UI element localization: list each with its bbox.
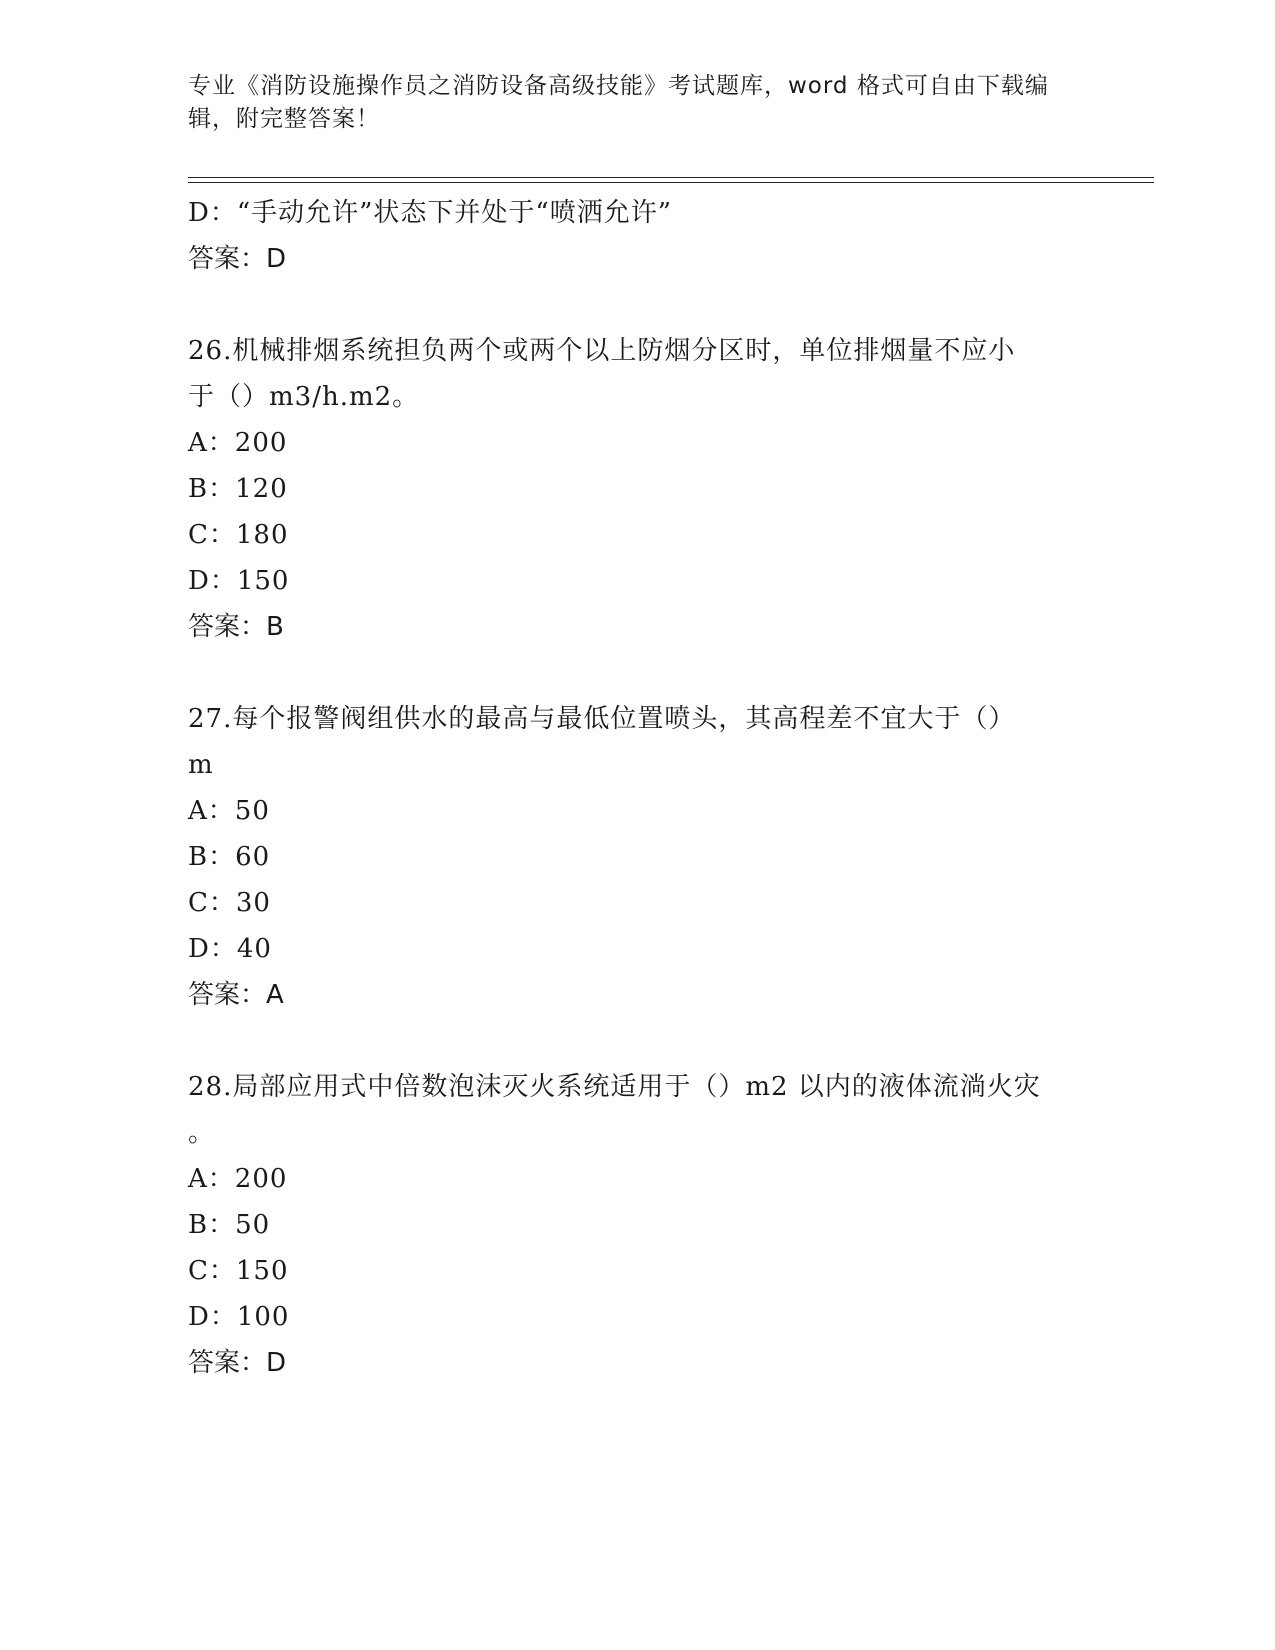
spacer xyxy=(188,1018,1088,1064)
header-divider-top xyxy=(188,177,1154,178)
spacer xyxy=(188,282,1088,328)
option-c: C：180 xyxy=(188,520,289,550)
option-b: B：120 xyxy=(188,474,288,504)
answer: 答案：A xyxy=(188,980,284,1010)
option-b: B：50 xyxy=(188,1210,271,1240)
spacer xyxy=(188,650,1088,696)
question-27 xyxy=(188,696,1088,1018)
prev-answer: 答案：D xyxy=(188,244,287,274)
option-a: A：200 xyxy=(188,1164,288,1194)
answer: 答案：B xyxy=(188,612,284,642)
question-stem: 27.每个报警阀组供水的最高与最低位置喷头，其高程差不宜大于（） xyxy=(188,704,1016,734)
question-stem-cont: 。 xyxy=(188,1118,216,1148)
question-stem-cont: 于（）m3/h.m2。 xyxy=(188,382,420,412)
question-stem-cont: m xyxy=(188,750,214,780)
question-stem: 26.机械排烟系统担负两个或两个以上防烟分区时，单位排烟量不应小 xyxy=(188,336,1016,366)
option-c: C：150 xyxy=(188,1256,289,1286)
question-list xyxy=(188,190,1088,1386)
option-d: D：100 xyxy=(188,1302,290,1332)
answer: 答案：D xyxy=(188,1348,287,1378)
question-28 xyxy=(188,1064,1088,1386)
option-c: C：30 xyxy=(188,888,271,918)
option-d: D：150 xyxy=(188,566,290,596)
header-divider-bottom xyxy=(188,182,1154,183)
option-a: A：50 xyxy=(188,796,270,826)
header-line-2: 辑，附完整答案！ xyxy=(188,106,380,132)
option-d: D：40 xyxy=(188,934,272,964)
prev-option-d: D：“手动允许”状态下并处于“喷洒允许” xyxy=(188,198,673,228)
question-26 xyxy=(188,328,1088,650)
document-header xyxy=(188,70,1088,136)
option-b: B：60 xyxy=(188,842,271,872)
header-line-1: 专业《消防设施操作员之消防设备高级技能》考试题库，word 格式可自由下载编 xyxy=(188,73,1049,99)
question-stem: 28.局部应用式中倍数泡沫灭火系统适用于（）m2 以内的液体流淌火灾 xyxy=(188,1072,1041,1102)
option-a: A：200 xyxy=(188,428,288,458)
